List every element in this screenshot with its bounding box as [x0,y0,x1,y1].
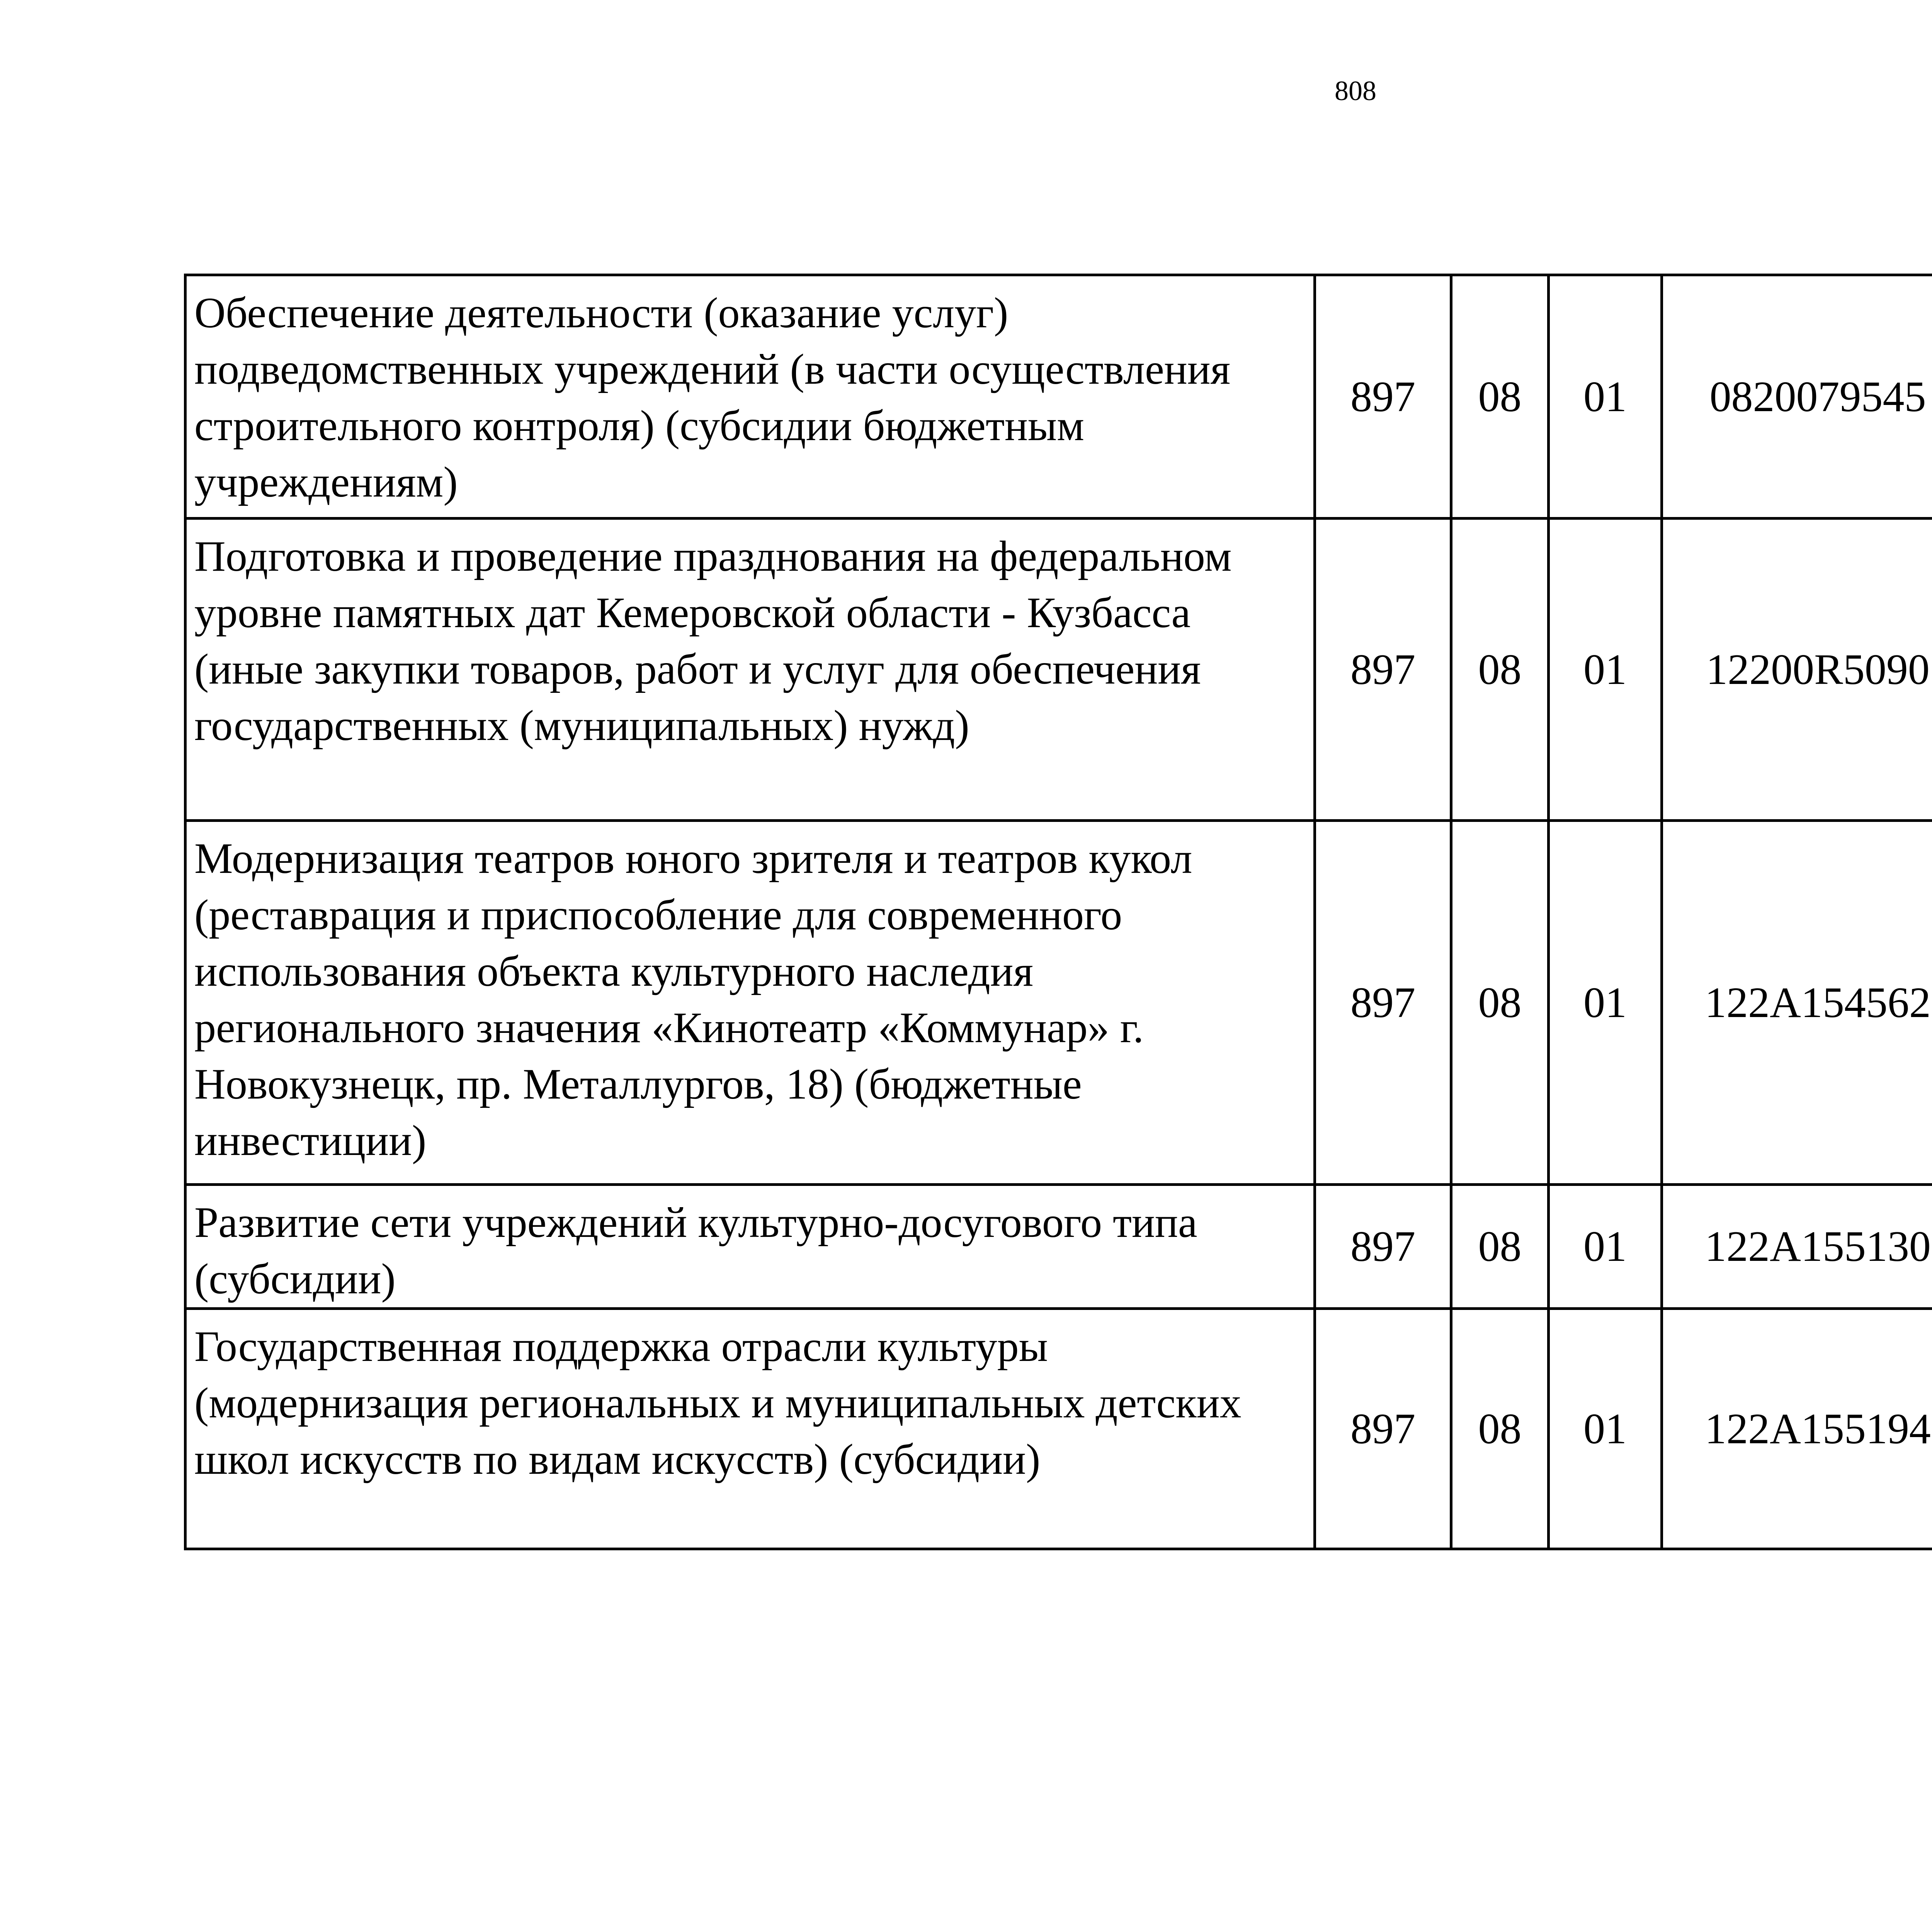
section-code: 08 [1451,1185,1549,1309]
subsection-code: 01 [1549,1185,1662,1309]
target-article-code: 122A154562 [1662,821,1932,1185]
row-description: Государственная поддержка отрасли культуры (модернизация региональных и муниципальных детских школ искусств по видам искусств) (субсидии) [185,1309,1315,1549]
table-row [185,1309,1932,1549]
page-number: 808 [1335,75,1376,106]
target-article-code: 0820079545 [1662,275,1932,519]
table-row [185,1185,1932,1309]
table-row [185,821,1932,1185]
ministry-code: 897 [1315,519,1451,821]
target-article-code: 122A155130 [1662,1185,1932,1309]
subsection-code: 01 [1549,821,1662,1185]
table-row [185,519,1932,821]
row-description: Подготовка и проведение празднования на федеральном уровне памятных дат Кемеровской области - Кузбасса (иные закупки товаров, работ и услуг для обеспечения государственных (муниципальных) нужд) [185,519,1315,821]
ministry-code: 897 [1315,1185,1451,1309]
target-article-code: 12200R5090 [1662,519,1932,821]
row-description: Обеспечение деятельности (оказание услуг) подведомственных учреждений (в части осуществления строительного контроля) (субсидии бюджетным учреждениям) [185,275,1315,519]
subsection-code: 01 [1549,275,1662,519]
subsection-code: 01 [1549,1309,1662,1549]
budget-table [184,274,1932,1550]
ministry-code: 897 [1315,275,1451,519]
section-code: 08 [1451,275,1549,519]
section-code: 08 [1451,1309,1549,1549]
ministry-code: 897 [1315,1309,1451,1549]
row-description: Модернизация театров юного зрителя и театров кукол (реставрация и приспособление для современного использования объекта культурного наследия регионального значения «Кинотеатр «Коммунар» г. Новокузнецк, пр. Металлургов, 18) (бюджетные инвестиции) [185,821,1315,1185]
row-description: Развитие сети учреждений культурно-досугового типа (субсидии) [185,1185,1315,1309]
target-article-code: 122A155194 [1662,1309,1932,1549]
subsection-code: 01 [1549,519,1662,821]
section-code: 08 [1451,519,1549,821]
table-row [185,275,1932,519]
ministry-code: 897 [1315,821,1451,1185]
section-code: 08 [1451,821,1549,1185]
